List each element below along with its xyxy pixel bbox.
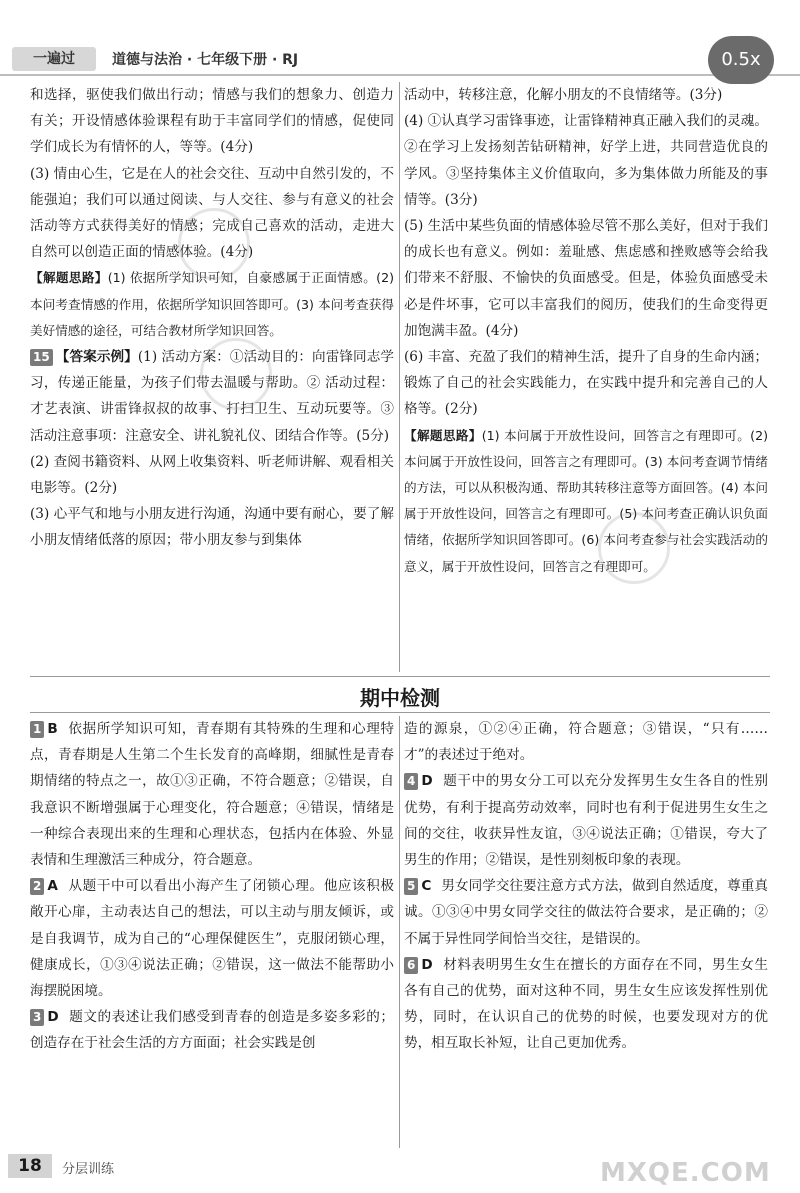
question-answer: 1 B 依据所学知识可知，青春期有其特殊的生理和心理特点，青春期是人生第二个生长发育的高峰期，细腻性是青春期情绪的特点之一，故①③正确，不符合题意；②错误，自我意识不断增强属于心理变化，符合题意；④错误，情绪是一种综合表现出来的生理和心理状态，包括内在体验、外显表情和生理激活三种成分，符合题意。 [30, 721, 394, 869]
question-number-badge: 4 [404, 773, 418, 790]
left-column-bottom [30, 716, 394, 1057]
analysis-paragraph: 【解题思路】(1) 依据所学知识可知，自豪感属于正面情感。(2) 本问考查情感的作用，依据所学知识回答即可。(3) 本问考查获得美好情感的途径，可结合教材所学知识回答。 [30, 270, 394, 338]
zoom-level-button[interactable]: 0.5x [708, 36, 774, 84]
question-number-badge: 1 [30, 721, 44, 738]
answer-example-paragraph: 15 【答案示例】(1) 活动方案：①活动目的：向雷锋同志学习，传递正能量，为孩子们带去温暖与帮助。② 活动过程：才艺表演、讲雷锋叔叔的故事、打扫卫生、互动玩要等。③活动注意事项：注意安全、讲礼貌礼仪、团结合作等。(5分) [30, 349, 395, 444]
question-number-badge: 3 [30, 1009, 44, 1026]
book-title: 道德与法治 · 七年级下册 · RJ [112, 52, 299, 68]
answer-paragraph: (2) 查阅书籍资料、从网上收集资料、听老师讲解、观看相关电影等。(2分) [30, 453, 394, 497]
page-number: 18 [8, 1154, 52, 1178]
answer-paragraph: 和选择，驱使我们做出行动；情感与我们的想象力、创造力有关；开设情感体验课程有助于丰富同学们的情感，促使同学们成长为有情怀的人，等等。(4分) [30, 87, 394, 156]
answer-letter: C [421, 878, 432, 895]
answer-letter: D [47, 1009, 59, 1026]
analysis-paragraph: 【解题思路】(1) 本问属于开放性设问，回答言之有理即可。(2) 本问属于开放性设问，回答言之有理即可。(3) 本问考查调节情绪的方法，可以从积极沟通、帮助其转移注意等方面回答。(4) 本问属于开放性设问，回答言之有理即可。(5) 本问考查正确认识负面情绪，依据所学知识回答即可。(6) 本问考查参与社会实践活动的意义，属于开放性设问，回答言之有理即可。 [404, 427, 768, 574]
right-column-top [404, 82, 768, 580]
header-rule [0, 74, 800, 76]
answer-paragraph: (3) 心平气和地与小朋友进行沟通，沟通中要有耐心，要了解小朋友情绪低落的原因；带小朋友参与到集体 [30, 506, 394, 549]
brand-logo: 一遍过 [12, 47, 96, 71]
column-divider-top [399, 82, 400, 672]
answer-paragraph: (3) 情由心生，它是在人的社会交往、互动中自然引发的，不能强迫；我们可以通过阅读、与人交往、参与有意义的社会活动等方式获得美好的情感；完成自己喜欢的活动，走进大自然可以创造正面的情感体验。(4分) [30, 165, 394, 261]
watermark-stamp-icon [178, 208, 250, 280]
question-number-badge: 15 [30, 349, 53, 366]
question-number-badge: 2 [30, 878, 44, 895]
site-watermark: MXQE.COM [600, 1158, 771, 1188]
question-answer: 6 D 材料表明男生女生在擅长的方面存在不同，男生女生各有自己的优势，面对这种不同，男生女生应该发挥性别优势，同时，在认识自己的优势的时候，也要发现对方的优势，相互取长补短，让自己更加优秀。 [404, 956, 768, 1052]
watermark-stamp-icon [598, 512, 670, 584]
column-divider-bottom [399, 716, 400, 1148]
question-answer: 4 D 题干中的男女分工可以充分发挥男生女生各自的性别优势，有利于提高劳动效率，同时也有利于促进男生女生之间的交往，收获异性友谊，③④说法正确；①错误，夸大了男生的作用；②错误，是性别刻板印象的表现。 [404, 773, 768, 869]
section-rule-top [30, 676, 770, 677]
answer-paragraph: (5) 生活中某些负面的情感体验尽管不那么美好，但对于我们的成长也有意义。例如：羞耻感、焦虑感和挫败感等会给我们带来不舒服、不愉快的负面感受。但是，体验负面感受未必是件坏事，它可以丰富我们的阅历，使我们的生命变得更加饱满丰盈。(4分) [404, 218, 768, 339]
question-number-badge: 5 [404, 878, 418, 895]
left-column-top [30, 82, 394, 554]
section-title: 期中检测 [360, 686, 440, 710]
footer-label: 分层训练 [62, 1162, 115, 1177]
question-answer: 造的源泉，①②④正确，符合题意；③错误，“只有……才”的表述过于绝对。 [404, 721, 768, 764]
answer-paragraph: (6) 丰富、充盈了我们的精神生活，提升了自身的生命内涵；锻炼了自己的社会实践能力，在实践中提升和完善自己的人格等。(2分) [404, 349, 768, 418]
answer-letter: B [47, 721, 58, 737]
answer-letter: A [47, 878, 58, 895]
answer-letter: D [421, 773, 433, 790]
section-rule-bottom [30, 712, 770, 713]
question-number-badge: 6 [404, 957, 418, 974]
question-answer: 3 D 题文的表述让我们感受到青春的创造是多姿多彩的；创造存在于社会生活的方方面面；社会实践是创 [30, 1009, 394, 1052]
right-column-bottom [404, 716, 768, 1057]
page-header [0, 44, 800, 74]
watermark-stamp-icon [200, 338, 272, 410]
question-answer: 5 C 男女同学交往要注意方式方法，做到自然适度，尊重真诚。①③④中男女同学交往的做法符合要求，是正确的；②不属于异性同学间恰当交往，是错误的。 [404, 878, 768, 947]
answer-paragraph: 活动中，转移注意，化解小朋友的不良情绪等。(3分) [404, 87, 723, 103]
answer-letter: D [421, 956, 433, 973]
question-answer: 2 A 从题干中可以看出小海产生了闭锁心理。他应该积极敞开心扉，主动表达自己的想法，可以主动与朋友倾诉，或是自我调节，成为自己的“心理保健医生”，克服闭锁心理，健康成长，①③④说法正确；②错误，这一做法不能帮助小海摆脱困境。 [30, 878, 394, 1000]
answer-paragraph: (4) ①认真学习雷锋事迹，让雷锋精神真正融入我们的灵魂。②在学习上发扬刻苦钻研精神，好学上进，共同营造优良的学风。③坚持集体主义价值取向，多为集体做力所能及的事情等。(3分) [404, 113, 768, 208]
